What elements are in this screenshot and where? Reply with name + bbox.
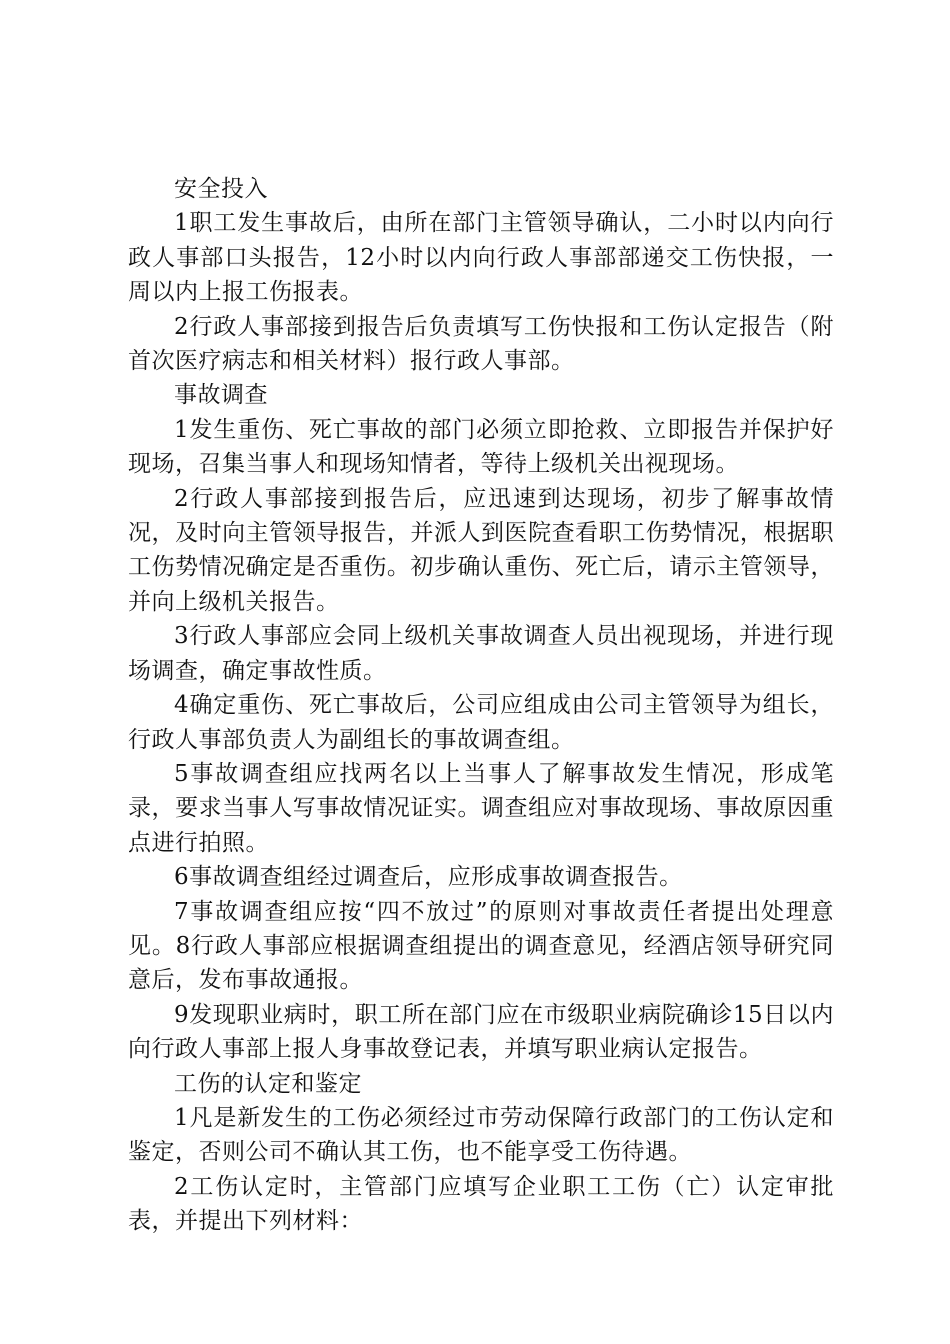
paragraph: 9发现职业病时，职工所在部门应在市级职业病院确诊15日以内向行政人事部上报人身事故登记表，并填写职业病认定报告。	[128, 1001, 834, 1063]
paragraph: 3行政人事部应会同上级机关事故调查人员出视现场，并进行现场调查，确定事故性质。	[128, 623, 834, 684]
paragraph: 1发生重伤、死亡事故的部门必须立即抢救、立即报告并保护好现场，召集当事人和现场知情者，等待上级机关出视现场。	[128, 416, 834, 478]
paragraph: 4确定重伤、死亡事故后，公司应组成由公司主管领导为组长，行政人事部负责人为副组长的事故调查组。	[128, 692, 834, 753]
paragraph: 6事故调查组经过调查后，应形成事故调查报告。	[174, 864, 683, 891]
paragraph: 1职工发生事故后，由所在部门主管领导确认，二小时以内向行政人事部口头报告，12小时以内向行政人事部部递交工伤快报，一周以内上报工伤报表。	[128, 210, 834, 306]
section-heading-safety-investment: 安全投入	[174, 176, 268, 202]
paragraph: 2行政人事部接到报告后，应迅速到达现场，初步了解事故情况，及时向主管领导报告，并派人到医院查看职工伤势情况，根据职工伤势情况确定是否重伤。初步确认重伤、死亡后，请示主管领导，并向上级机关报告。	[128, 485, 834, 615]
paragraph: 5事故调查组应找两名以上当事人了解事故发生情况，形成笔录，要求当事人写事故情况证实。调查组应对事故现场、事故原因重点进行拍照。	[128, 760, 834, 856]
section-heading-accident-investigation: 事故调查	[174, 382, 268, 409]
paragraph: 7事故调查组应按“四不放过”的原则对事故责任者提出处理意见。8行政人事部应根据调查组提出的调查意见，经酒店领导研究同意后，发布事故通报。	[128, 898, 834, 994]
paragraph: 2工伤认定时，主管部门应填写企业职工工伤（亡）认定审批表，并提出下列材料：	[128, 1173, 834, 1235]
section-heading-injury-determination: 工伤的认定和鉴定	[174, 1070, 362, 1097]
document-body	[128, 172, 834, 1239]
paragraph: 1凡是新发生的工伤必须经过市劳动保障行政部门的工伤认定和鉴定，否则公司不确认其工伤，也不能享受工伤待遇。	[128, 1104, 834, 1166]
paragraph: 2行政人事部接到报告后负责填写工伤快报和工伤认定报告（附首次医疗病志和相关材料）报行政人事部。	[128, 313, 834, 375]
